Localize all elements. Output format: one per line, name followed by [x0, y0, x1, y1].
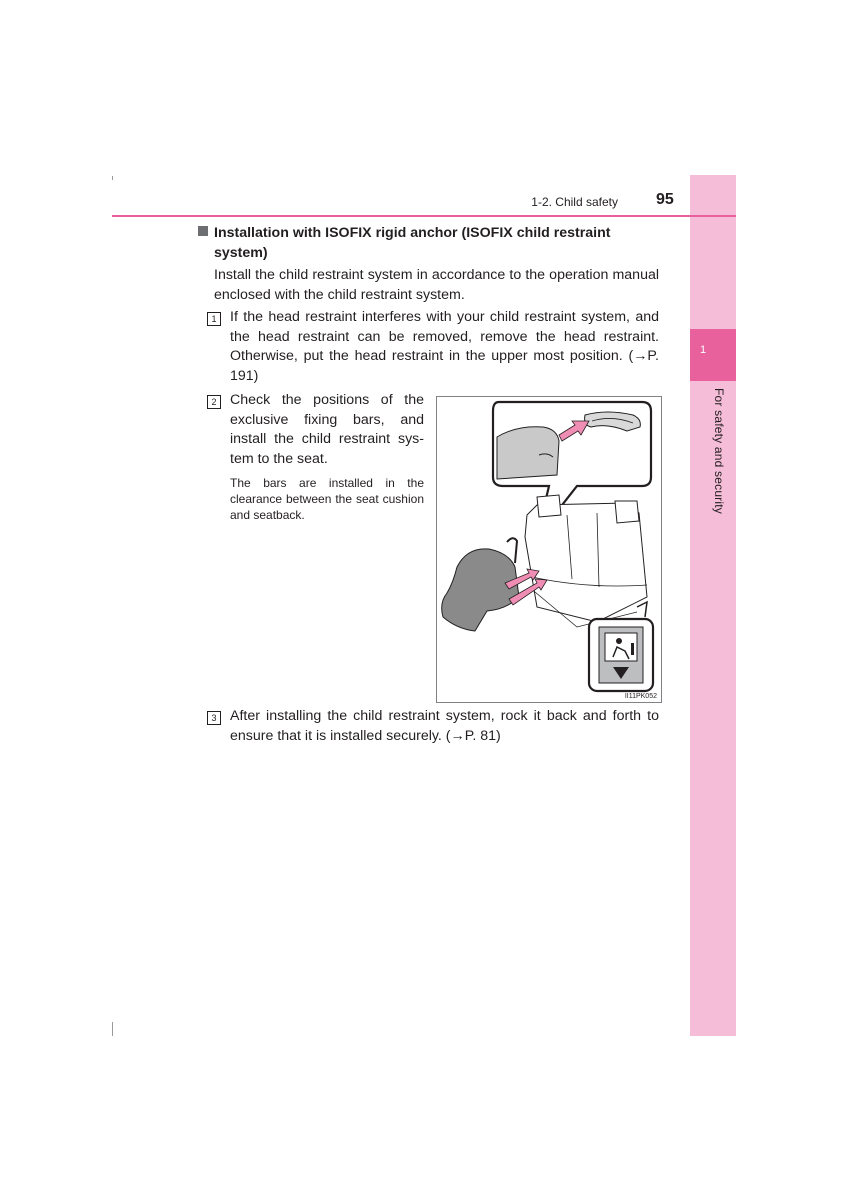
- heading: [198, 224, 659, 263]
- step-1-text: If the head restraint interferes with your child restraint system, and the head restraint can be removed, remove the head restraint. Otherwise, put the head restraint in the upper most position. (→P. 191): [230, 309, 659, 384]
- intro-paragraph: Install the child restraint system in accordance to the operation manual enclosed with the child restraint system.: [214, 267, 659, 303]
- figure-code: II11PK052: [624, 693, 657, 700]
- head-restraint: [537, 495, 561, 517]
- side-tab: [690, 175, 736, 1036]
- crop-mark: [112, 1022, 113, 1036]
- child-restraint-seat: [442, 549, 519, 631]
- crop-mark: [112, 176, 113, 180]
- seat-cushion-detail: [497, 427, 559, 479]
- header-rule: [112, 215, 736, 217]
- step-2-note: The bars are installed in the clearance between the seat cushion and seatback.: [230, 476, 424, 522]
- step-3-text: After installing the child restraint system, rock it back and forth to ensure that it is installed securely. (→P. 81): [230, 708, 659, 744]
- isofix-seat-drawing: [437, 397, 661, 702]
- head-restraint: [615, 501, 639, 523]
- square-bullet-icon: [198, 226, 208, 236]
- heading-text: Installation with ISOFIX rigid anchor (ISOFIX child restraint system): [214, 225, 611, 261]
- section-title: 1-2. Child safety: [531, 195, 618, 209]
- chapter-title: For safety and security: [712, 388, 726, 514]
- isofix-illustration: [436, 396, 662, 703]
- page-number: 95: [656, 191, 674, 208]
- step-2-number: 2: [207, 395, 221, 409]
- step-2-text: Check the positions of the exclusive fixing bars, and install the child restraint sys-tem to the seat.: [230, 392, 424, 467]
- step-1-number: 1: [207, 312, 221, 326]
- step-3-number: 3: [207, 711, 221, 725]
- chapter-number: 1: [699, 344, 707, 356]
